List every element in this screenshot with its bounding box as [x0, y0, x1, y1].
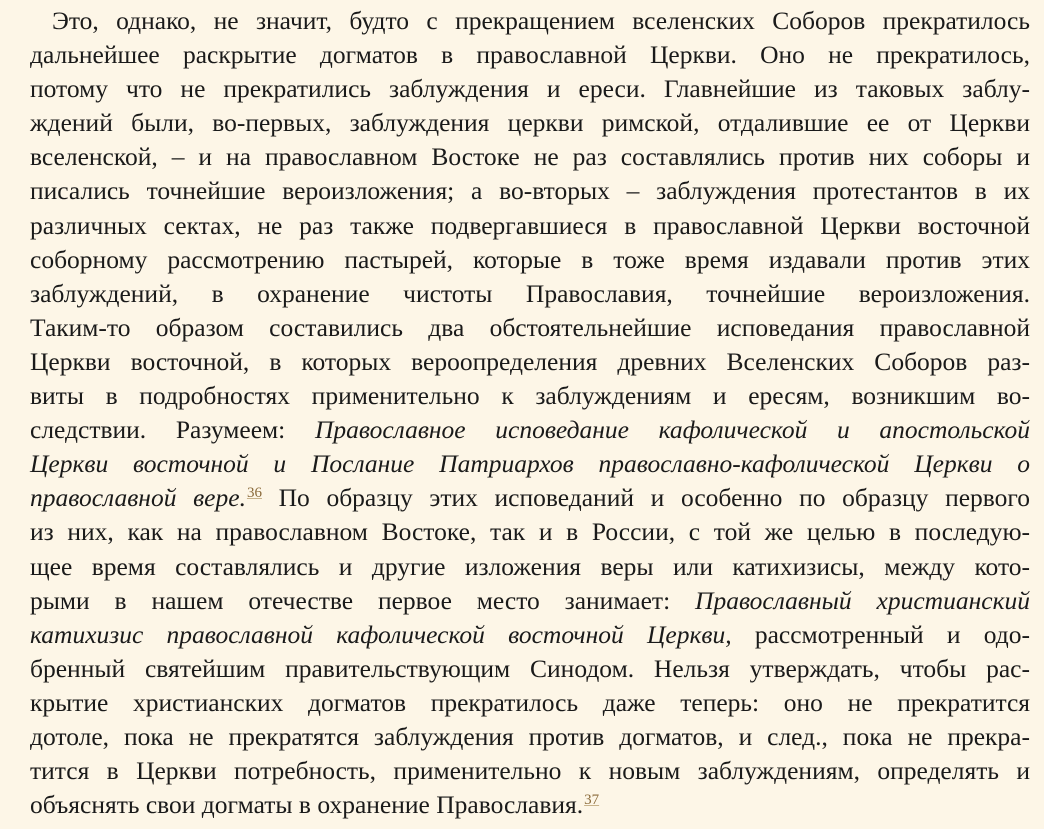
text-segment: По образцу этих исповеданий и особенно по образцу первого	[261, 483, 1030, 513]
text-segment: Церкви восточной, в которых вероопределения древних Вселенских Соборов раз-	[30, 346, 1030, 376]
footnote-link[interactable]: 36	[246, 484, 262, 501]
text-segment: объяснять свои догматы в охранение Православия.	[30, 790, 584, 820]
text-line	[30, 277, 1030, 311]
text-line	[30, 243, 1030, 277]
body-paragraph	[30, 4, 1030, 822]
footnote-link[interactable]: 37	[584, 791, 600, 808]
text-line	[30, 686, 1030, 720]
text-segment: дальнейшее раскрытие догматов в православной Церкви. Оно не прекратилось,	[30, 40, 1030, 70]
text-line	[30, 209, 1030, 243]
text-line	[30, 379, 1030, 413]
text-line	[30, 72, 1030, 106]
text-segment: вселенской, – и на православном Востоке не раз составлялись против них соборы и	[30, 142, 1030, 172]
text-line	[30, 550, 1030, 584]
italic-title-text: катихизис православной кафолической восточной Церкви,	[30, 619, 732, 649]
text-segment: крытие христианских догматов прекратилось даже теперь: оно не прекратится	[30, 687, 1030, 717]
text-line	[30, 345, 1030, 379]
text-segment: щее время составлялись и другие изложения веры или катихизисы, между кото-	[30, 551, 1030, 581]
text-segment: следствии. Разумеем:	[30, 415, 315, 445]
text-line	[30, 140, 1030, 174]
text-line	[30, 106, 1030, 140]
text-segment: соборному рассмотрению пастырей, которые в тоже время издавали против этих	[30, 244, 1030, 274]
text-line	[30, 788, 1030, 822]
text-line	[30, 311, 1030, 345]
text-segment: бренный святейшим правительствующим Синодом. Нельзя утверждать, чтобы рас-	[30, 653, 1030, 683]
text-line	[30, 174, 1030, 208]
text-segment: Таким-то образом составились два обстоятельнейшие исповедания православной	[30, 312, 1030, 342]
text-segment: писались точнейшие вероизложения; а во-вторых – заблуждения протестантов в их	[30, 176, 1030, 206]
text-segment: дотоле, пока не прекратятся заблуждения против догматов, и след., пока не прекра-	[30, 721, 1030, 751]
text-line	[30, 652, 1030, 686]
text-line	[30, 618, 1030, 652]
text-line	[30, 584, 1030, 618]
text-line	[30, 481, 1030, 515]
italic-title-text: Православное исповедание кафолической и апостольской	[314, 415, 1030, 445]
text-line	[30, 720, 1030, 754]
text-segment: различных сектах, не раз также подвергавшиеся в православной Церкви восточной	[30, 210, 1030, 240]
text-segment: рассмотренный и одо-	[731, 619, 1030, 649]
italic-title-text: Православный христианский	[695, 585, 1030, 615]
italic-title-text: православной вере.	[30, 483, 246, 513]
text-line	[30, 515, 1030, 549]
text-line	[30, 447, 1030, 481]
text-segment: заблуждений, в охранение чистоты Православия, точнейшие вероизложения.	[30, 278, 1030, 308]
text-line	[30, 38, 1030, 72]
text-segment: тится в Церкви потребность, применительно к новым заблуждениям, определять и	[30, 756, 1030, 786]
text-line	[30, 754, 1030, 788]
text-segment: Это, однако, не значит, будто с прекращением вселенских Соборов прекратилось	[52, 6, 1030, 35]
text-segment: рыми в нашем отечестве первое место занимает:	[30, 585, 696, 615]
text-segment: ждений были, во-первых, заблуждения церкви римской, отдалившие ее от Церкви	[30, 108, 1030, 138]
text-line	[30, 4, 1030, 38]
text-segment: потому что не прекратились заблуждения и ереси. Главнейшие из таковых заблу-	[30, 74, 1030, 104]
italic-title-text: Церкви восточной и Послание Патриархов православно-кафолической Церкви о	[30, 449, 1030, 479]
text-segment: из них, как на православном Востоке, так и в России, с той же целью в последую-	[30, 517, 1030, 547]
text-segment: виты в подробностях применительно к заблуждениям и ересям, возникшим во-	[30, 381, 1030, 411]
text-line	[30, 413, 1030, 447]
